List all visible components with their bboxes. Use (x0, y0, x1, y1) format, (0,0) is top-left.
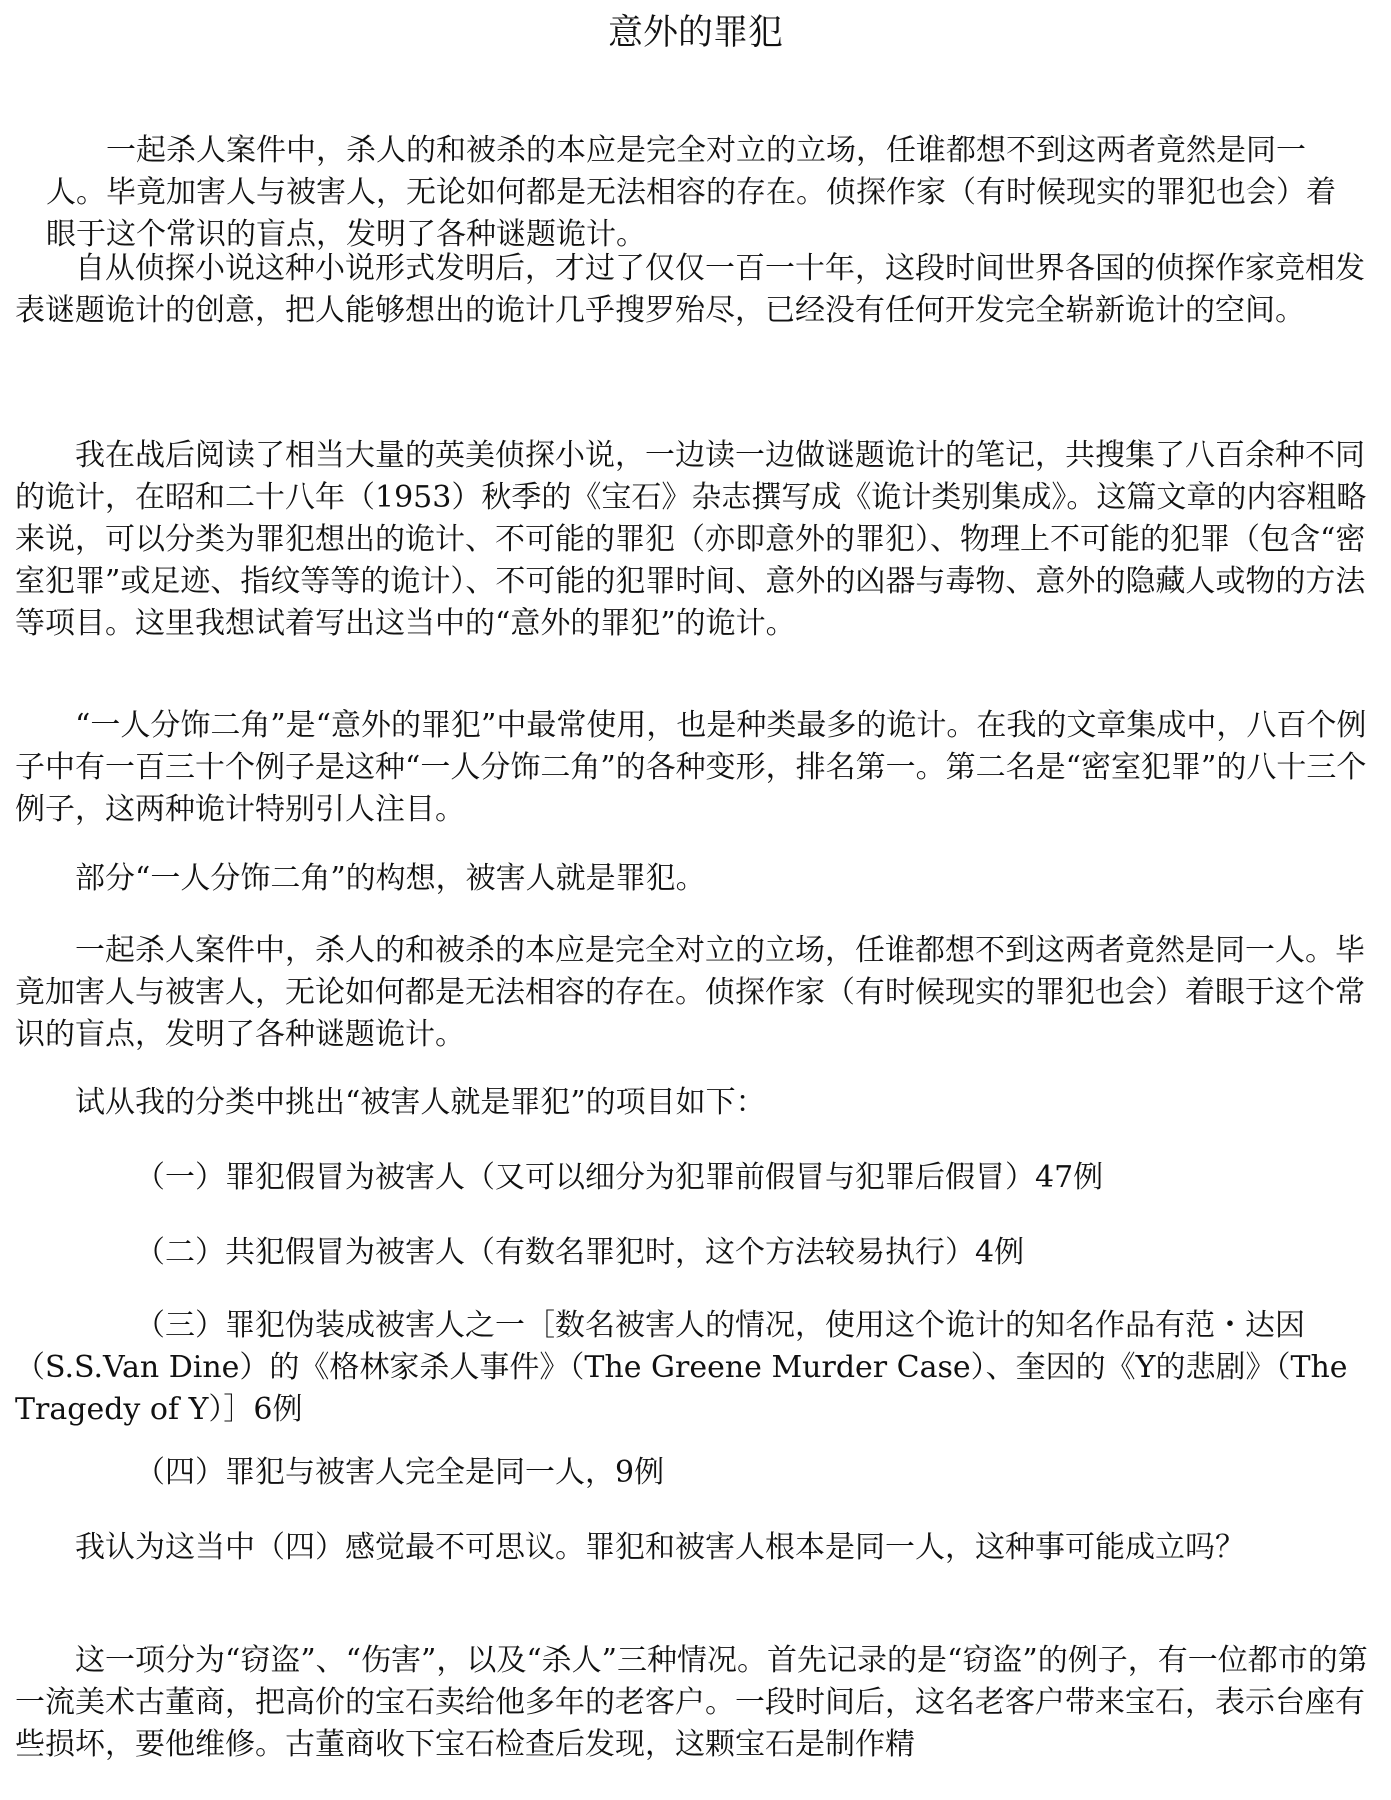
page-title: 意外的罪犯 (607, 13, 783, 53)
paragraph: 试从我的分类中挑出“被害人就是罪犯”的项目如下： (75, 1085, 766, 1120)
list-item: （四）罪犯与被害人完全是同一人，9例 (135, 1455, 665, 1490)
list-item: （二）共犯假冒为被害人（有数名罪犯时，这个方法较易执行）4例 (135, 1235, 1025, 1270)
paragraph: 一起杀人案件中，杀人的和被杀的本应是完全对立的立场，任谁都想不到这两者竟然是同一人。毕竟加害人与被害人，无论如何都是无法相容的存在。侦探作家（有时候现实的罪犯也会）着眼于这个常识的盲点，发明了各种谜题诡计。 (15, 933, 1365, 1052)
list-item: （一）罪犯假冒为被害人（又可以细分为犯罪前假冒与犯罪后假冒）47例 (135, 1160, 1104, 1195)
paragraph: 自从侦探小说这种小说形式发明后，才过了仅仅一百一十年，这段时间世界各国的侦探作家竞相发表谜题诡计的创意，把人能够想出的诡计几乎搜罗殆尽，已经没有任何开发完全崭新诡计的空间。 (15, 251, 1365, 328)
paragraph: 部分“一人分饰二角”的构想，被害人就是罪犯。 (75, 861, 706, 896)
list-item: （三）罪犯伪装成被害人之一［数名被害人的情况，使用这个诡计的知名作品有范・达因（S.S.Van Dine）的《格林家杀人事件》（The Greene Murder Case）、奎因的《Y的悲剧》（The Tragedy of Y）］6例 (15, 1308, 1348, 1427)
paragraph: 我在战后阅读了相当大量的英美侦探小说，一边读一边做谜题诡计的笔记，共搜集了八百余种不同的诡计，在昭和二十八年（1953）秋季的《宝石》杂志撰写成《诡计类别集成》。这篇文章的内容粗略来说，可以分类为罪犯想出的诡计、不可能的罪犯（亦即意外的罪犯）、物理上不可能的犯罪（包含“密室犯罪”或足迹、指纹等等的诡计）、不可能的犯罪时间、意外的凶器与毒物、意外的隐藏人或物的方法等项目。这里我想试着写出这当中的“意外的罪犯”的诡计。 (15, 438, 1367, 641)
paragraph: 一起杀人案件中，杀人的和被杀的本应是完全对立的立场，任谁都想不到这两者竟然是同一人。毕竟加害人与被害人，无论如何都是无法相容的存在。侦探作家（有时候现实的罪犯也会）着眼于这个常识的盲点，发明了各种谜题诡计。 (46, 133, 1336, 252)
paragraph: 这一项分为“窃盗”、“伤害”，以及“杀人”三种情况。首先记录的是“窃盗”的例子，有一位都市的第一流美术古董商，把高价的宝石卖给他多年的老客户。一段时间后，这名老客户带来宝石，表示台座有些损坏，要他维修。古董商收下宝石检查后发现，这颗宝石是制作精 (15, 1643, 1368, 1762)
paragraph: “一人分饰二角”是“意外的罪犯”中最常使用，也是种类最多的诡计。在我的文章集成中，八百个例子中有一百三十个例子是这种“一人分饰二角”的各种变形，排名第一。第二名是“密室犯罪”的八十三个例子，这两种诡计特别引人注目。 (15, 708, 1367, 827)
paragraph: 我认为这当中（四）感觉最不可思议。罪犯和被害人根本是同一人，这种事可能成立吗？ (75, 1530, 1245, 1565)
